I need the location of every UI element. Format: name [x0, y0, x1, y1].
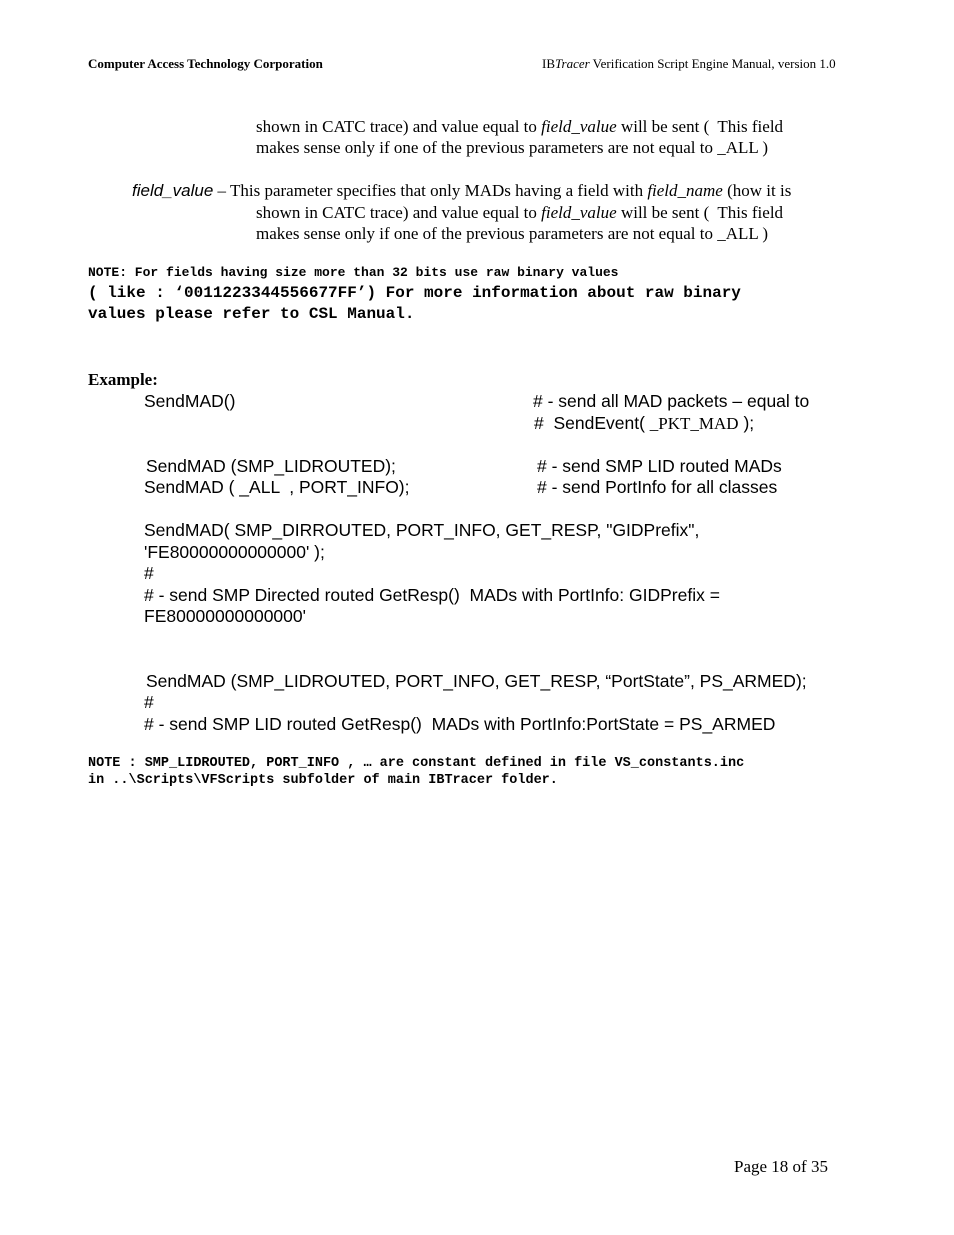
field-value-line-1: field_value – This parameter specifies that only MADs having a field with field_name (how it is	[132, 181, 792, 200]
cont-line-2: makes sense only if one of the previous parameters are not equal to _ALL )	[256, 138, 769, 157]
example-block1-line-3: #	[144, 563, 154, 583]
example-comment-3: # - send SMP LID routed MADs	[537, 456, 782, 476]
page-number: Page 18 of 35	[734, 1157, 828, 1176]
cont-line-1: shown in CATC trace) and value equal to field_value will be sent ( This field	[256, 117, 784, 136]
header-manual-italic: Tracer	[555, 56, 590, 71]
example-comment-4: # - send PortInfo for all classes	[537, 477, 778, 497]
note-line-1: NOTE: For fields having size more than 32 bits use raw binary values	[88, 265, 619, 280]
constants-note-line-2: in ..\Scripts\VFScripts subfolder of main IBTracer folder.	[88, 773, 558, 788]
example-code-3: SendMAD (SMP_LIDROUTED);	[146, 456, 396, 476]
header-manual-prefix: IB	[542, 56, 555, 71]
example-code-4: SendMAD ( _ALL , PORT_INFO);	[144, 477, 410, 497]
header-manual-title	[542, 56, 836, 72]
example-comment-2: # SendEvent( _PKT_MAD );	[534, 413, 755, 433]
example-block2-line-1: SendMAD (SMP_LIDROUTED, PORT_INFO, GET_RESP, “PortState”, PS_ARMED);	[146, 671, 807, 691]
constants-note-line-1: NOTE : SMP_LIDROUTED, PORT_INFO , … are constant defined in file VS_constants.inc	[88, 756, 745, 771]
note-line-2: ( like : ‘0011223344556677FF’) For more information about raw binary	[88, 284, 741, 302]
example-code-1: SendMAD()	[144, 391, 236, 411]
header-manual-suffix: Verification Script Engine Manual, version 1.0	[589, 56, 836, 71]
field-value-line-3: makes sense only if one of the previous parameters are not equal to _ALL )	[256, 224, 769, 243]
example-block1-line-2: 'FE80000000000000' );	[144, 542, 325, 562]
field-value-line-2: shown in CATC trace) and value equal to field_value will be sent ( This field	[256, 203, 784, 222]
example-comment-1: # - send all MAD packets – equal to	[533, 391, 810, 411]
example-block1-line-4: # - send SMP Directed routed GetResp() MADs with PortInfo: GIDPrefix =	[144, 585, 720, 605]
example-block2-line-2: #	[144, 692, 154, 712]
note-line-3: values please refer to CSL Manual.	[88, 305, 415, 323]
param-name: field_value	[132, 181, 214, 200]
header-company: Computer Access Technology Corporation	[88, 56, 323, 71]
example-block1-line-5: FE80000000000000'	[144, 606, 306, 626]
example-block1-line-1: SendMAD( SMP_DIRROUTED, PORT_INFO, GET_RESP, "GIDPrefix",	[144, 520, 700, 540]
example-title: Example:	[88, 370, 158, 389]
example-block2-line-3: # - send SMP LID routed GetResp() MADs with PortInfo:PortState = PS_ARMED	[144, 714, 776, 734]
